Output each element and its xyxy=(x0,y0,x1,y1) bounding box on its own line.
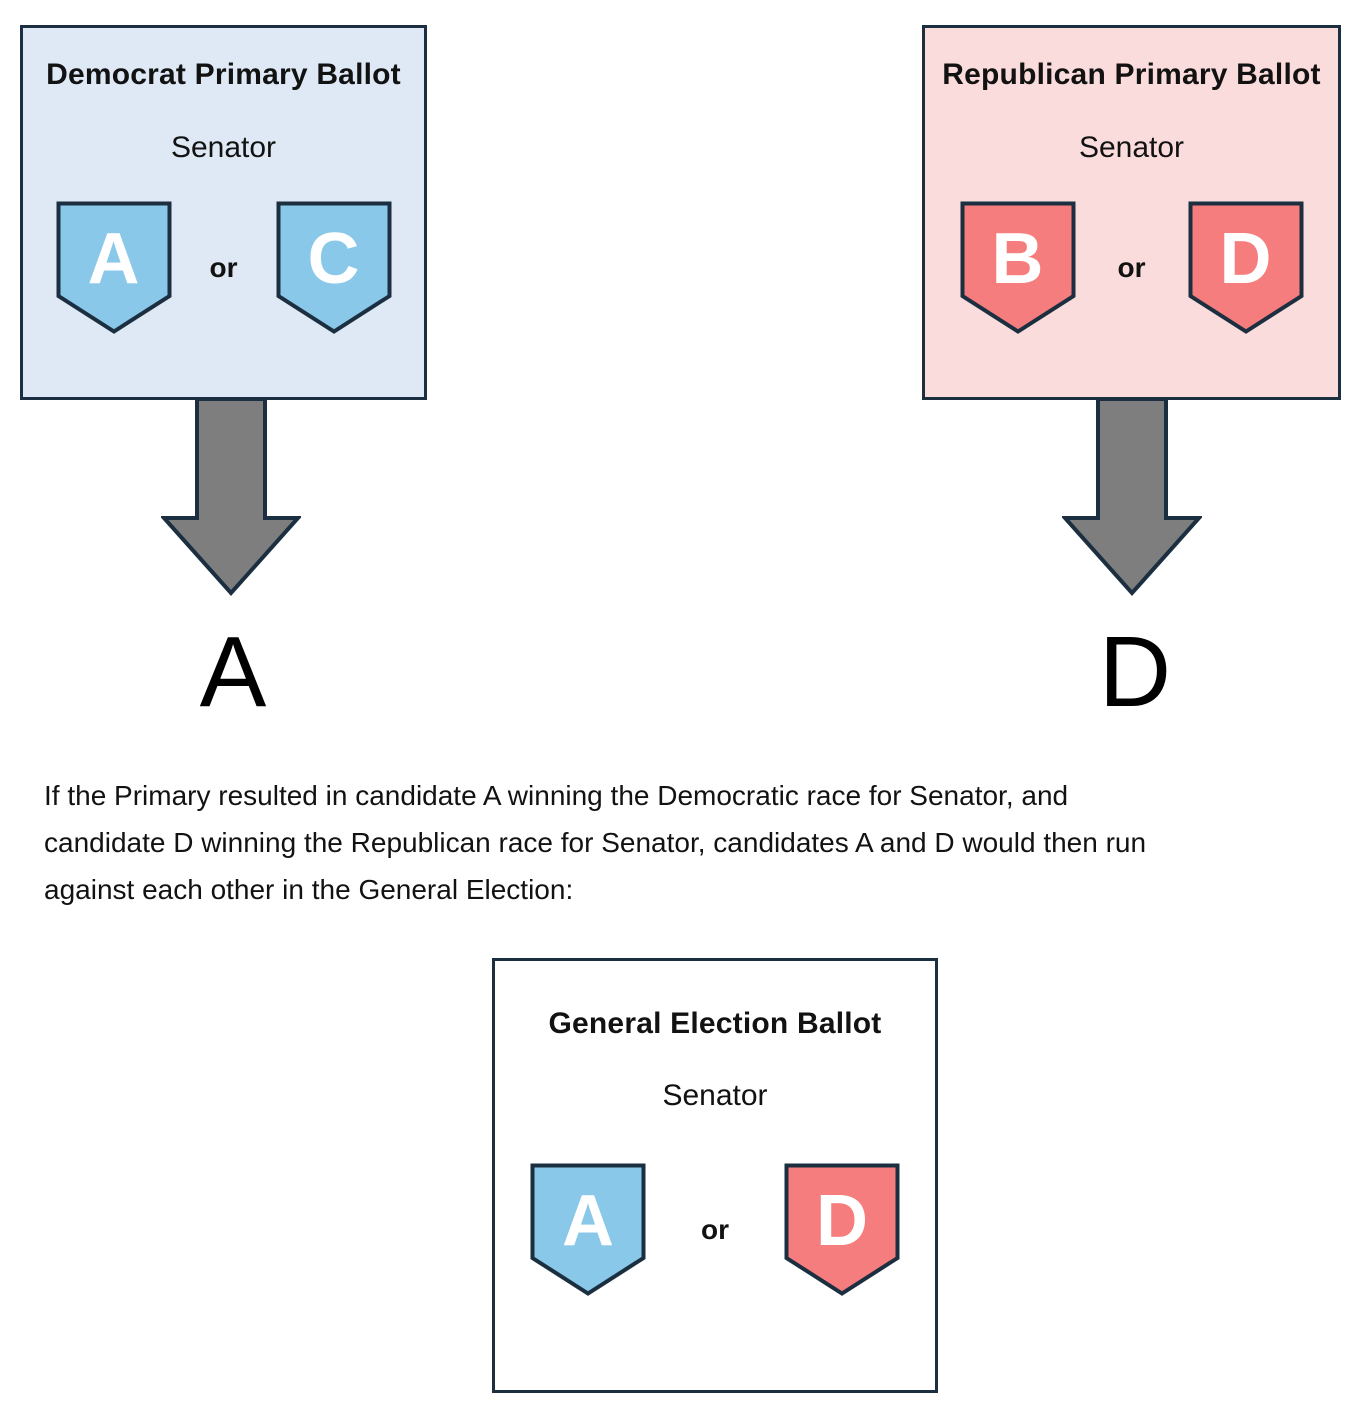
candidate-letter: D xyxy=(1219,218,1272,299)
republican-result-arrow-icon xyxy=(1062,397,1202,597)
democrat-winner-letter: A xyxy=(199,616,267,728)
candidate-badge-d xyxy=(1188,201,1304,334)
republican-candidates-row xyxy=(925,201,1338,334)
republican-ballot-title: Republican Primary Ballot xyxy=(942,58,1321,91)
republican-primary-ballot-box xyxy=(922,25,1341,400)
democrat-candidates-row xyxy=(23,201,424,334)
candidate-letter: B xyxy=(991,218,1044,299)
democrat-or-label: or xyxy=(209,251,238,283)
democrat-ballot-title: Democrat Primary Ballot xyxy=(46,58,401,91)
republican-winner-letter: D xyxy=(1098,616,1172,728)
explanation-line: If the Primary resulted in candidate A winning the Democratic race for Senator, and xyxy=(44,780,1069,811)
general-office-label: Senator xyxy=(662,1079,768,1112)
candidate-badge-d xyxy=(784,1163,900,1296)
candidate-badge-b xyxy=(960,201,1076,334)
general-or-label: or xyxy=(701,1213,729,1245)
republican-office-label: Senator xyxy=(1078,131,1185,164)
candidate-badge-a xyxy=(530,1163,646,1296)
democrat-office-label: Senator xyxy=(170,131,277,164)
explanation-paragraph xyxy=(44,772,1340,913)
candidate-letter: A xyxy=(87,218,140,299)
candidate-letter: D xyxy=(816,1180,868,1261)
democrat-primary-ballot-box xyxy=(20,25,427,400)
explanation-line: candidate D winning the Republican race for Senator, candidates A and D would then run xyxy=(44,827,1147,858)
general-ballot-title: General Election Ballot xyxy=(548,1007,882,1040)
candidate-letter: C xyxy=(307,218,360,299)
explanation-line: against each other in the General Election: xyxy=(44,874,574,905)
general-election-ballot-box xyxy=(492,958,938,1393)
general-candidates-row xyxy=(495,1163,935,1296)
candidate-badge-c xyxy=(276,201,392,334)
candidate-badge-a xyxy=(56,201,172,334)
democrat-result-arrow-icon xyxy=(161,397,301,597)
republican-or-label: or xyxy=(1117,251,1146,283)
candidate-letter: A xyxy=(562,1180,614,1261)
